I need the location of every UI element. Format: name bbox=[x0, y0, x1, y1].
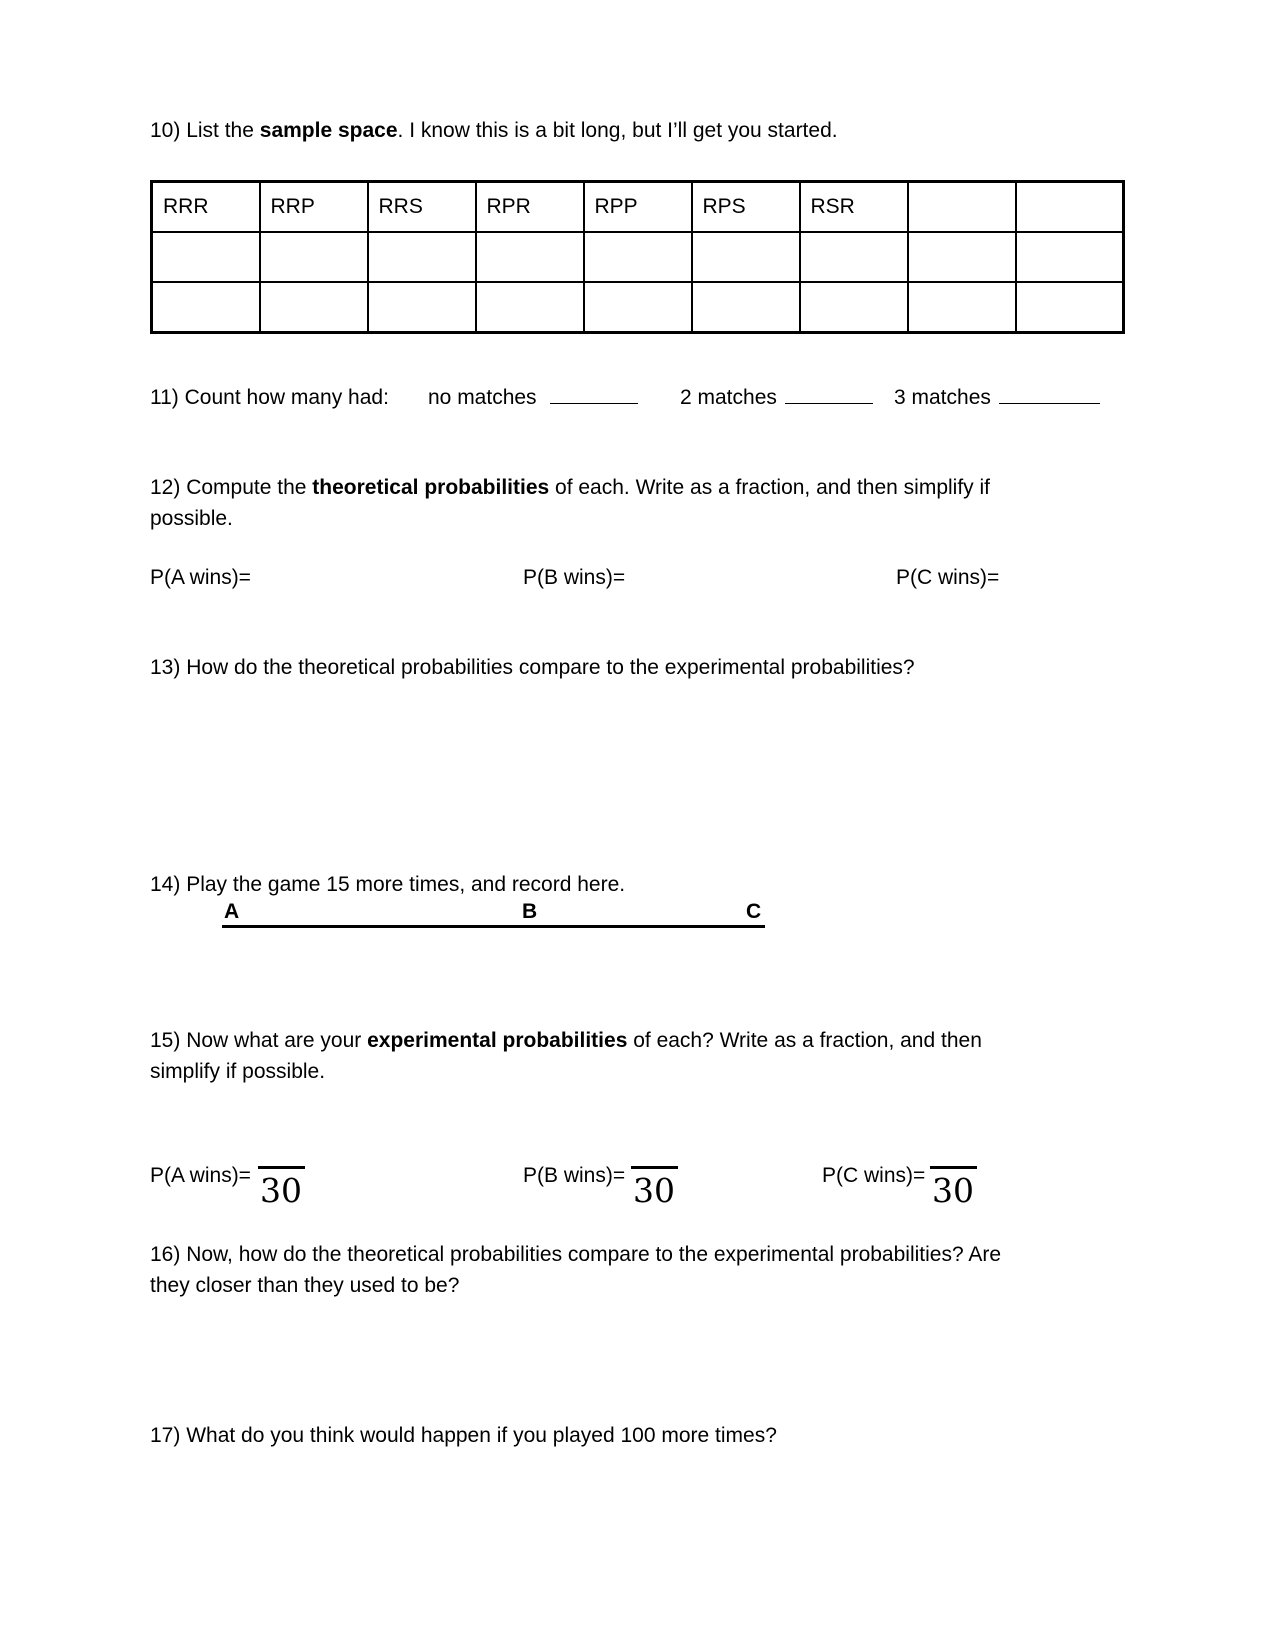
sample-space-cell: RPR bbox=[476, 182, 584, 233]
q12-p-b-wins: P(B wins)= bbox=[523, 566, 626, 589]
sample-space-cell[interactable] bbox=[584, 282, 692, 333]
sample-space-table bbox=[150, 180, 1125, 334]
question-12-bold: theoretical probabilities bbox=[312, 476, 550, 499]
sample-space-cell[interactable] bbox=[692, 282, 800, 333]
sample-space-cell[interactable] bbox=[476, 282, 584, 333]
sample-space-cell[interactable] bbox=[476, 232, 584, 282]
sample-space-cell[interactable] bbox=[260, 282, 368, 333]
no-matches-blank[interactable] bbox=[550, 402, 638, 404]
three-matches-label: 3 matches bbox=[894, 386, 1100, 410]
sample-space-cell: RRP bbox=[260, 182, 368, 233]
q15-p-c-wins: P(C wins)= bbox=[822, 1164, 926, 1187]
sample-space-row bbox=[152, 232, 1124, 282]
question-13 bbox=[150, 656, 915, 680]
question-12-line2: possible. bbox=[150, 507, 233, 530]
question-12-number: 12) bbox=[150, 476, 181, 499]
question-15 bbox=[150, 1029, 982, 1053]
q12-p-c-wins: P(C wins)= bbox=[896, 566, 1000, 589]
sample-space-cell[interactable] bbox=[368, 232, 476, 282]
question-13-number: 13) bbox=[150, 656, 181, 679]
question-14-number: 14) bbox=[150, 873, 181, 896]
q15-p-a-wins: P(A wins)= bbox=[150, 1164, 251, 1187]
question-11-text: Count how many had: bbox=[184, 386, 389, 409]
sample-space-row bbox=[152, 282, 1124, 333]
sample-space-cell[interactable] bbox=[800, 232, 908, 282]
sample-space-cell[interactable] bbox=[584, 232, 692, 282]
question-10-pre: List the bbox=[186, 119, 254, 142]
question-11 bbox=[150, 386, 389, 410]
sample-space-cell[interactable] bbox=[908, 232, 1016, 282]
q15-a-denominator: 30 bbox=[260, 1171, 302, 1210]
sample-space-cell[interactable] bbox=[152, 282, 260, 333]
question-10-number: 10) bbox=[150, 119, 181, 142]
sample-space-cell[interactable] bbox=[152, 232, 260, 282]
q12-p-a-wins: P(A wins)= bbox=[150, 566, 251, 589]
question-10 bbox=[150, 119, 838, 143]
question-15-line2: simplify if possible. bbox=[150, 1060, 326, 1083]
q15-c-denominator: 30 bbox=[932, 1171, 974, 1210]
question-15-pre: Now what are your bbox=[186, 1029, 362, 1052]
sample-space-cell[interactable] bbox=[692, 232, 800, 282]
sample-space-cell[interactable] bbox=[800, 282, 908, 333]
question-16-line1: Now, how do the theoretical probabilities compare to the experimental probabilities? Are bbox=[186, 1243, 1001, 1266]
sample-space-cell[interactable] bbox=[260, 232, 368, 282]
sample-space-cell[interactable] bbox=[908, 182, 1016, 233]
question-17 bbox=[150, 1424, 777, 1448]
q15-c-fraction-bar bbox=[930, 1166, 977, 1169]
sample-space-cell[interactable] bbox=[1016, 232, 1124, 282]
q15-p-b-wins: P(B wins)= bbox=[523, 1164, 626, 1187]
no-matches-label: no matches bbox=[428, 386, 638, 410]
q15-b-denominator: 30 bbox=[633, 1171, 675, 1210]
sample-space-cell[interactable] bbox=[1016, 182, 1124, 233]
record-header-line bbox=[222, 925, 765, 928]
sample-space-cell[interactable] bbox=[368, 282, 476, 333]
question-15-number: 15) bbox=[150, 1029, 181, 1052]
q15-a-fraction-bar bbox=[258, 1166, 305, 1169]
question-14-text: Play the game 15 more times, and record here. bbox=[186, 873, 626, 896]
question-15-post: of each? Write as a fraction, and then bbox=[633, 1029, 982, 1052]
two-matches-blank[interactable] bbox=[785, 402, 873, 404]
sample-space-cell: RPS bbox=[692, 182, 800, 233]
question-12-post: of each. Write as a fraction, and then simplify if bbox=[555, 476, 991, 499]
q15-b-fraction-bar bbox=[631, 1166, 678, 1169]
question-12-pre: Compute the bbox=[186, 476, 307, 499]
record-col-b: B bbox=[522, 900, 538, 923]
question-10-post: . I know this is a bit long, but I’ll get you started. bbox=[397, 119, 838, 142]
question-16-line2: they closer than they used to be? bbox=[150, 1274, 460, 1297]
sample-space-cell[interactable] bbox=[1016, 282, 1124, 333]
sample-space-cell: RRR bbox=[152, 182, 260, 233]
sample-space-row bbox=[152, 182, 1124, 233]
question-16 bbox=[150, 1243, 1001, 1267]
question-15-bold: experimental probabilities bbox=[367, 1029, 628, 1052]
question-12 bbox=[150, 476, 990, 500]
three-matches-blank[interactable] bbox=[999, 402, 1100, 404]
question-14 bbox=[150, 873, 625, 897]
sample-space-cell: RPP bbox=[584, 182, 692, 233]
question-11-number: 11) bbox=[150, 386, 179, 409]
question-17-text: What do you think would happen if you played 100 more times? bbox=[186, 1424, 777, 1447]
sample-space-cell: RRS bbox=[368, 182, 476, 233]
question-17-number: 17) bbox=[150, 1424, 181, 1447]
sample-space-cell: RSR bbox=[800, 182, 908, 233]
two-matches-label: 2 matches bbox=[680, 386, 873, 410]
question-10-bold: sample space bbox=[259, 119, 398, 142]
record-col-a: A bbox=[224, 900, 240, 923]
record-col-c: C bbox=[746, 900, 762, 923]
sample-space-cell[interactable] bbox=[908, 282, 1016, 333]
question-13-text: How do the theoretical probabilities compare to the experimental probabilities? bbox=[186, 656, 915, 679]
question-16-number: 16) bbox=[150, 1243, 181, 1266]
